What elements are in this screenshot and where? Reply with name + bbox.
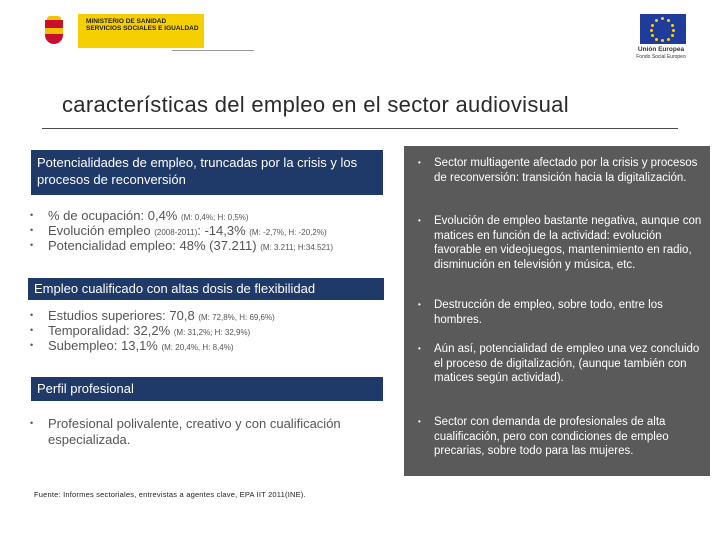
bullet-icon: •: [30, 418, 34, 428]
ministry-logo: [34, 14, 284, 64]
bullet-icon: •: [30, 340, 34, 350]
divider: [172, 50, 254, 51]
summary-panel: • Sector multiagente afectado por la crisis y procesos de reconversión: transición hacia la digitalización. • Evolución de empleo bastante negativa, aunque con matices en función de la actividad: evolución favorable en videojuegos, mantenimiento en radio, disminución en televisión y música, etc. • Destrucción de empleo, sobre todo, entre los hombres. • Aún así, potencialidad de empleo una vez concluido el proceso de digitalización, (aunque también con matices según actividad). • Sector con demanda de profesionales de alta cualificación, pero con condiciones de empleo precarias, sobre todo para las mujeres.: [404, 146, 710, 476]
bullet-icon: •: [30, 225, 34, 235]
eu-logo: [628, 14, 694, 80]
bullet-icon: •: [30, 310, 34, 320]
page-title: características del empleo en el sector audiovisual: [62, 92, 569, 117]
list-item: • Profesional polivalente, creativo y con cualificación especializada.: [30, 416, 341, 447]
section-heading-profile: Perfil profesional: [31, 377, 383, 401]
eu-flag-icon: [640, 14, 686, 44]
bullet-icon: •: [30, 210, 34, 220]
section-heading-qualified-employment: Empleo cualificado con altas dosis de flexibilidad: [28, 278, 384, 300]
ministry-name: MINISTERIO DE SANIDAD SERVICIOS SOCIALES E IGUALDAD: [86, 18, 199, 32]
coat-of-arms-icon: [40, 16, 68, 50]
section-heading-potentialities: Potencialidades de empleo, truncadas por la crisis y los procesos de reconversión: [31, 150, 383, 195]
bullet-icon: •: [30, 325, 34, 335]
title-underline: [42, 128, 678, 129]
bullet-icon: •: [30, 240, 34, 250]
bullet-icon: •: [418, 344, 421, 353]
eu-union-label: Unión Europea: [637, 46, 685, 53]
bullet-icon: •: [418, 216, 421, 225]
profile-list: [30, 416, 380, 448]
bullet-icon: •: [418, 417, 421, 426]
eu-fund-label: Fondo Social Europeo: [636, 54, 686, 60]
bullet-icon: •: [418, 300, 421, 309]
bullet-icon: •: [418, 158, 421, 167]
source-note: Fuente: Informes sectoriales, entrevistas a agentes clave, EPA IIT 2011(INE).: [34, 490, 306, 499]
